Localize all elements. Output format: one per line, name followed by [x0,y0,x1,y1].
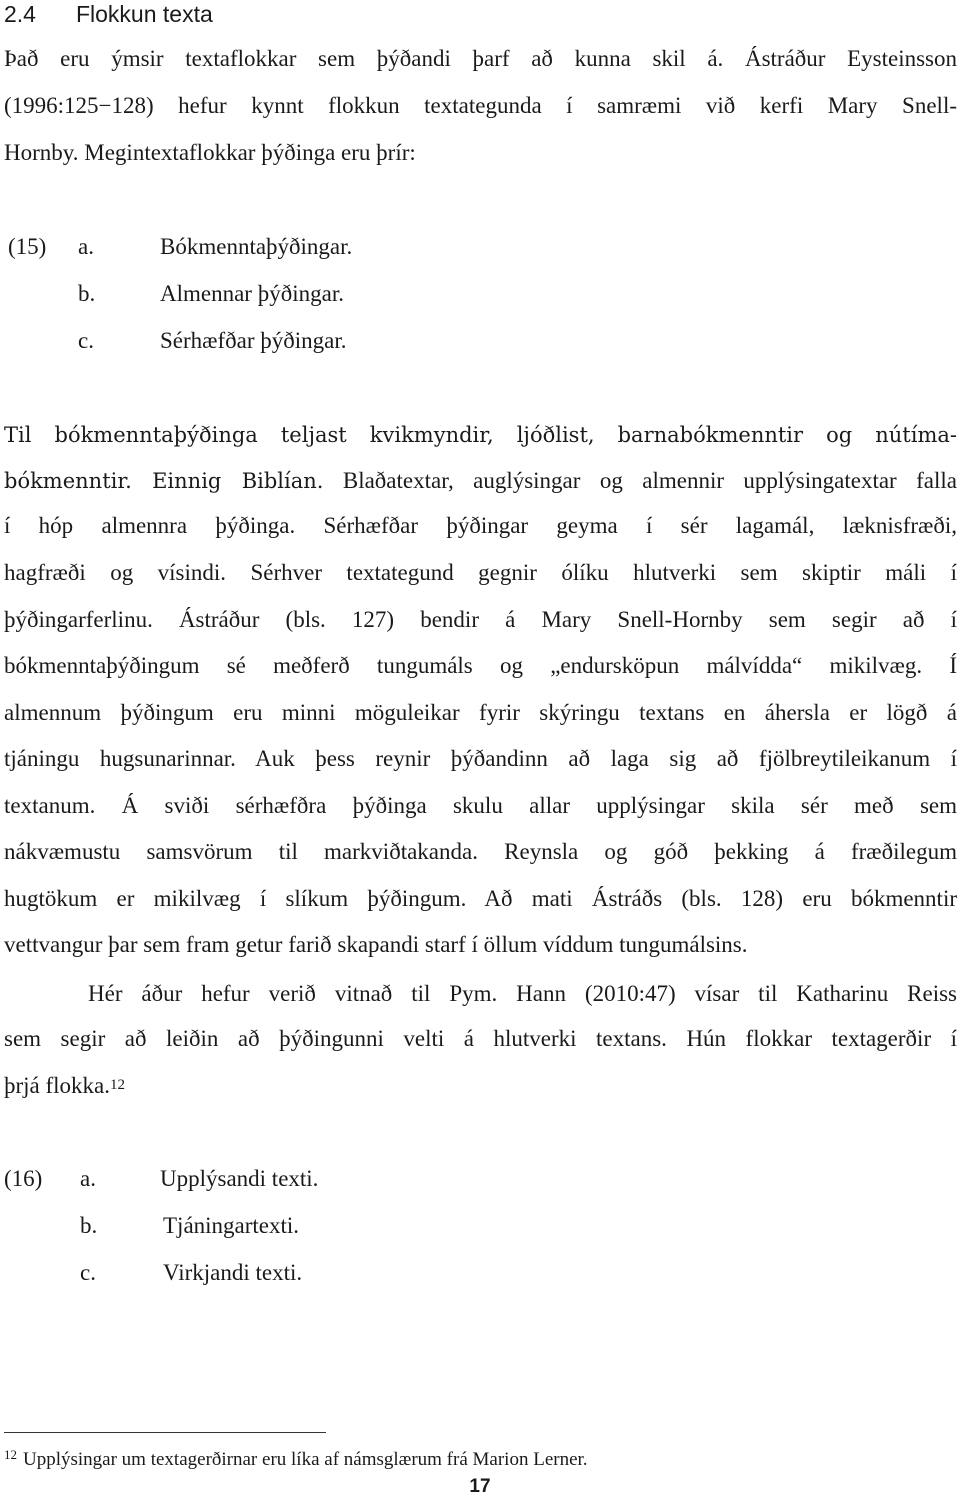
section-title: Flokkun texta [75,1,213,27]
example-number: (16) [4,1166,43,1191]
example-number: (15) [8,234,47,259]
footnote-marker: 12 [4,1447,17,1462]
paragraph-line [4,467,957,495]
item-text: Upplýsandi texti. [160,1166,319,1191]
paragraph-line: þýðingarferlinu. Ástráður (bls. 127) bendir á Mary Snell-Hornby sem segir að í [4,607,957,632]
page-number: 17 [469,1476,491,1497]
footnote-text: Upplýsingar um textagerðirnar eru líka af námsglærum frá Marion Lerner. [23,1449,588,1470]
paragraph-line: hugtökum er mikilvæg í slíkum þýðingum. Að mati Ástráðs (bls. 128) eru bókmenntir [4,886,957,911]
item-letter: a. [80,1166,96,1191]
item-letter: a. [78,234,94,259]
section-number: 2.4 [4,1,36,27]
paragraph-line: nákvæmustu samsvörum til markviðtakanda. Reynsla og góð þekking á fræðilegum [4,839,957,864]
item-text: Tjáningartexti. [163,1213,300,1238]
paragraph-line [4,1072,125,1103]
paragraph-line: Til bókmenntaþýðinga teljast kvikmyndir, ljóðlist, barnabókmenntir og nútíma- [4,423,957,447]
paragraph-segment: bókmenntir. Einnig Biblían. [4,469,324,493]
item-text: Bókmenntaþýðingar. [160,234,353,259]
item-letter: c. [80,1260,96,1285]
paragraph-line: (1996:125−128) hefur kynnt flokkun textategunda í samræmi við kerfi Mary Snell- [4,93,957,118]
paragraph-line: textanum. Á sviði sérhæfðra þýðinga skulu allar upplýsingar skila sér með sem [4,793,957,818]
item-text: Almennar þýðingar. [160,281,344,306]
item-text: Sérhæfðar þýðingar. [160,328,347,353]
footnote-separator [4,1432,326,1433]
paragraph-line: almennum þýðingum eru minni möguleikar fyrir skýringu textans en áhersla er lögð á [4,700,957,725]
paragraph-segment: þrjá flokka. [4,1073,111,1098]
paragraph-line: sem segir að leiðin að þýðingunni velti á hlutverki textans. Hún flokkar textagerðir í [4,1026,957,1051]
footnote-reference[interactable]: 12 [110,1077,126,1093]
paragraph-line: Hér áður hefur verið vitnað til Pym. Hann (2010:47) vísar til Katharinu Reiss [88,981,957,1006]
paragraph-line: hagfræði og vísindi. Sérhver textategund gegnir ólíku hlutverki sem skiptir máli í [4,560,957,585]
section-heading [4,0,213,28]
item-letter: c. [78,328,94,353]
paragraph-line: í hóp almennra þýðinga. Sérhæfðar þýðingar geyma í sér lagamál, læknisfræði, [4,513,957,538]
paragraph-line: vettvangur þar sem fram getur farið skapandi starf í öllum víddum tungumálsins. [4,932,748,957]
paragraph-line: Hornby. Megintextaflokkar þýðinga eru þrír: [4,140,416,165]
item-letter: b. [80,1213,98,1238]
paragraph-segment: Blaðatextar, auglýsingar og almennir upplýsingatextar falla [323,468,957,493]
item-text: Virkjandi texti. [163,1260,303,1285]
paragraph-line: Það eru ýmsir textaflokkar sem þýðandi þarf að kunna skil á. Ástráður Eysteinsson [4,46,957,71]
paragraph-line: bókmenntaþýðingum sé meðferð tungumáls og „endursköpun málvídda“ mikilvæg. Í [4,653,957,678]
item-letter: b. [78,281,96,306]
footnote [4,1448,588,1473]
paragraph-line: tjáningu hugsunarinnar. Auk þess reynir þýðandinn að laga sig að fjölbreytileikanum í [4,746,957,771]
